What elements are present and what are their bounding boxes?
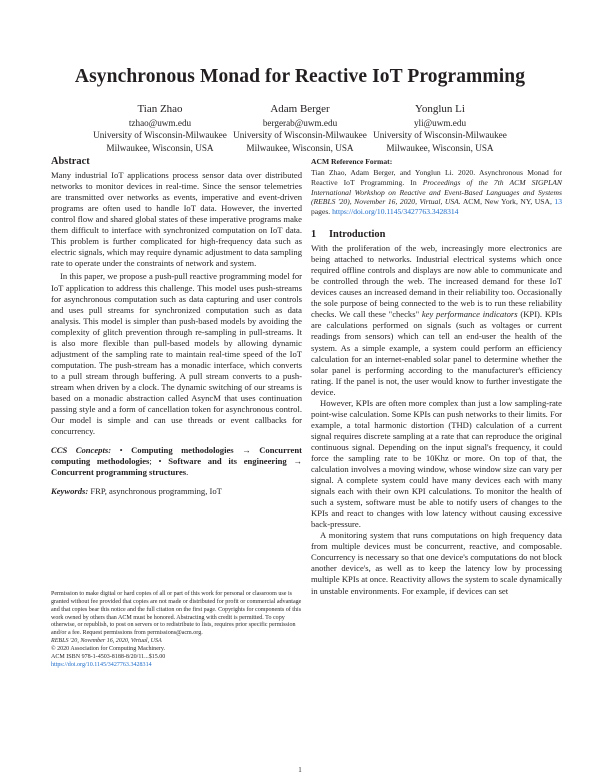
reference-publisher: ACM, New York, NY, USA,	[462, 197, 552, 207]
ccs-item-1: Computing methodologies → Concurrent computing methodologies	[51, 445, 302, 467]
abstract-paragraph-1: Many industrial IoT applications process sensor data over distributed networks to monitor devices in real-time. Since the sensor telemetries are transmitted over networks as events, imperative and event-driven programs are often used to handle IoT data. However, the inverted control flow and shared global states of these imperative programs make them difficult to interface with synchronized computation on IoT data. This problem is further complicated for high-frequency data such as electric signals, which may require dynamic adjustment to data sampling rate to operate under the constraints of network and system.	[51, 170, 302, 269]
author-location: Milwaukee, Wisconsin, USA	[246, 142, 354, 153]
ccs-label: CCS Concepts:	[51, 445, 112, 456]
author-affiliation: University of Wisconsin-Milwaukee	[93, 130, 227, 141]
intro-paragraph-1	[311, 243, 562, 398]
reference-authors: Tian Zhao, Adam Berger, and Yonglun Li. 2020. Asynchronous Monad for Reactive IoT Programming. In	[311, 168, 562, 187]
paper-title: Asynchronous Monad for Reactive IoT Programming	[74, 66, 526, 87]
reference-pages-link[interactable]: 13	[554, 197, 562, 207]
abstract-heading: Abstract	[51, 156, 90, 167]
kpi-term: key performance indicators	[421, 309, 518, 320]
author-name: Yonglun Li	[415, 103, 465, 115]
intro-paragraph-2: However, KPIs are often more complex than just a low sampling-rate point-wise calculation. Some KPIs can push networks to their limits. For example, a total harmonic distortion (THD) calculation of a current signal requires discrete sampling at a rate that can reproduce the original continuous signal. Depending on the input signal's frequency, it could force the sampling rate to be 10Khz or more. On top of that, the calculation involves a moving window, whose window size can vary per signal. A complete system could have many devices each with many signals each with their own KPI calculations. To monitor the health of such a system, software must be able to notify users of changes to the KPIs and react to changes with low latency without causing excessive back-pressure.	[311, 397, 562, 530]
permission-text: Permission to make digital or hard copies of all or part of this work for personal or classroom use is granted without fee provided that copies are not made or distributed for profit or commercial advantage and that copies bear this notice and the full citation on the first page. Copyrights for components of this work owned by others than ACM must be honored. Abstracting with credit is permitted. To copy otherwise, or republish, to post on servers or to redistribute to lists, requires prior specific permission and/or a fee. Request permissions from permissions@acm.org.	[51, 591, 302, 637]
author-location: Milwaukee, Wisconsin, USA	[106, 142, 214, 153]
author-location: Milwaukee, Wisconsin, USA	[386, 142, 494, 153]
introduction-section	[311, 229, 562, 597]
ccs-item-2: Software and its engineering → Concurrent programming structures	[51, 456, 302, 478]
ccs-end: .	[186, 467, 189, 478]
introduction-heading	[311, 229, 562, 240]
keywords-label: Keywords:	[51, 486, 89, 497]
ccs-bullet: •	[158, 456, 162, 467]
reference-proceedings: Proceedings of the 7th ACM SIGPLAN International Workshop on Reactive and Event-Based Languages and Systems (REBLS '20), November 16, 2020, Virtual, USA.	[311, 177, 562, 207]
author-name: Adam Berger	[270, 103, 330, 115]
reference-doi-link[interactable]: https://doi.org/10.1145/3427763.3428314	[332, 207, 459, 217]
abstract-paragraph-2: In this paper, we propose a push-pull reactive programming model for IoT application to address this challenge. This model uses push-streams for asynchronous computation such as data capturing and user controls and uses pull streams for synchronized computation such as data analysis. This model is simpler than push-based models by avoiding the complexity of glitch prevention through re-sampling in pull-streams. It is also more flexible than pull-based models by allowing dynamic adjustment of the sampling rate to maintain real-time speed of the IoT computation. The push-stream has a monadic interface, which converts to a pull stream through buffering. A pull stream converts to a push-stream when driven by a clock. The dynamic switching of our streams is based on a monadic abstraction called AsyncM that uses continuation passing style and a form of cancellation token for asynchronous control. Our model is simple and can use threads or event callbacks for concurrency.	[51, 271, 302, 437]
author-email[interactable]: yli@uwm.edu	[413, 118, 467, 128]
reference-format-heading: ACM Reference Format:	[311, 157, 393, 166]
reference-pages-word: pages.	[311, 207, 331, 217]
author-email[interactable]: tzhao@uwm.edu	[128, 118, 192, 128]
author-block-3	[340, 103, 540, 154]
permission-isbn: ACM ISBN 978-1-4503-8188-8/20/11...$15.00	[51, 653, 166, 660]
section-number: 1	[311, 229, 317, 241]
left-column	[51, 156, 302, 497]
keywords-text: FRP, asynchronous programming, IoT	[90, 486, 222, 497]
page-number: 1	[298, 766, 302, 774]
author-affiliation: University of Wisconsin-Milwaukee	[373, 130, 507, 141]
intro-paragraph-3: A monitoring system that runs computations on high frequency data from multiple devices must be concurrent, reactive, and composable. Concurrency is necessary so that one device's computations do not block another device's, as well as to keep the latency low by processing multiple KPIs at once. Reactivity allows the system to scale dynamically in unstable environments. For example, if devices can set	[311, 530, 562, 596]
permission-block	[51, 591, 302, 669]
permission-venue: REBLS '20, November 16, 2020, Virtual, USA	[51, 638, 162, 645]
intro-p1-rest: (KPI). KPIs are calculations performed on signals (such as voltages or current readings from sensors) which can tell an end-user the health of the system. As a simple example, a system could perform an efficiency calculation for an internet-enabled solar panel to determine whether the solar panel is performing according to the manufacturer's efficiency rating. If the panel is not, the user would know to further investigate the device.	[311, 309, 563, 397]
author-name: Tian Zhao	[137, 103, 183, 115]
right-column	[311, 156, 562, 597]
ccs-concepts	[51, 445, 302, 478]
ccs-separator: ;	[149, 456, 152, 467]
author-affiliation: University of Wisconsin-Milwaukee	[233, 130, 367, 141]
reference-format-text	[311, 168, 562, 217]
permission-copyright: © 2020 Association for Computing Machinery.	[51, 645, 166, 652]
intro-p1-text: With the proliferation of the web, increasingly more electronics are being attached to networks. Industrial electrical systems which once required offline controls and displays are now able to communicate and be controlled through the web. The increased demand for these IoT devices causes an increased demand in their reliability too. Occasionally the sole purpose of being connected to the web is to run these reliability checks. We call these "checks"	[311, 243, 562, 320]
author-email[interactable]: bergerab@uwm.edu	[262, 118, 338, 128]
permission-doi-link[interactable]: https://doi.org/10.1145/3427763.3428314	[51, 661, 152, 668]
section-title: Introduction	[329, 229, 386, 241]
keywords	[51, 486, 302, 497]
ccs-bullet: •	[119, 445, 123, 456]
